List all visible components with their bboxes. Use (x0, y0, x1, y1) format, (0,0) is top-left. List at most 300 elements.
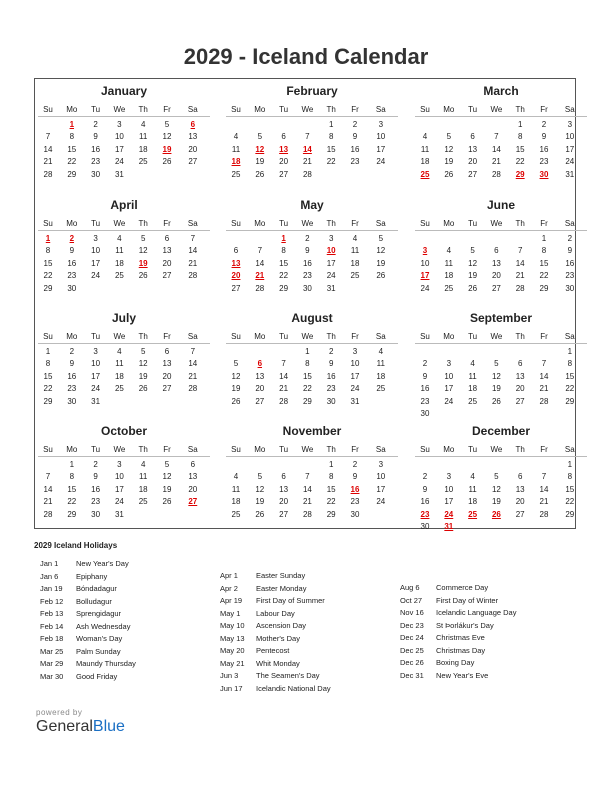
day-cell: 22 (515, 157, 525, 167)
day-cell: 10 (114, 132, 124, 142)
weekday-header: Th (515, 445, 525, 454)
day-cell: 18 (231, 497, 241, 507)
day-cell: 15 (67, 484, 77, 494)
day-cell: 8 (517, 132, 523, 142)
day-cell: 13 (279, 484, 289, 494)
day-cell: 30 (565, 283, 575, 293)
day-cell: 7 (305, 132, 310, 142)
day-cell: 22 (279, 271, 289, 281)
day-cell: 13 (468, 144, 478, 154)
day-cell: 13 (515, 371, 525, 381)
day-cell: 9 (305, 246, 310, 256)
holiday-day-cell: 13 (231, 258, 241, 268)
weekday-header: Sa (187, 332, 198, 341)
weekday-header: Fr (351, 445, 359, 454)
holiday-date: Mar 29 (40, 659, 64, 668)
day-cell: 8 (45, 246, 51, 256)
day-cell: 29 (565, 396, 575, 406)
holiday-day-cell: 24 (444, 509, 454, 519)
day-cell: 15 (279, 258, 289, 268)
day-cell: 12 (491, 484, 501, 494)
weekday-header: Tu (91, 219, 101, 228)
holiday-name: Whit Monday (256, 658, 300, 668)
day-cell: 14 (43, 144, 53, 154)
holiday-name: Ash Wednesday (76, 621, 131, 631)
day-cell: 18 (420, 157, 430, 167)
day-cell: 29 (67, 169, 77, 179)
day-cell: 16 (565, 258, 575, 268)
day-cell: 26 (491, 396, 501, 406)
day-cell: 17 (565, 144, 575, 154)
day-cell: 31 (350, 396, 360, 406)
day-cell: 28 (255, 283, 265, 293)
day-cell: 16 (326, 371, 336, 381)
brand-logo[interactable] (36, 718, 125, 736)
holiday-date: Jan 6 (40, 571, 59, 581)
holiday-date: Dec 26 (400, 658, 424, 667)
day-cell: 14 (539, 371, 549, 381)
day-cell: 10 (91, 246, 101, 256)
day-cell: 6 (164, 234, 170, 243)
day-cell: 4 (352, 234, 358, 243)
day-cell: 2 (422, 472, 428, 482)
holiday-date: Nov 16 (400, 608, 424, 617)
month-name: December (471, 424, 531, 438)
day-cell: 21 (515, 271, 525, 281)
holiday-date: Apr 2 (220, 583, 238, 593)
holiday-date: Feb 13 (40, 609, 64, 618)
day-cell: 11 (468, 371, 477, 381)
day-cell: 29 (302, 396, 312, 406)
day-cell: 1 (541, 234, 547, 243)
day-cell: 15 (326, 144, 336, 154)
holiday-name: Icelandic National Day (256, 683, 331, 693)
holiday-day-cell: 1 (69, 120, 75, 129)
weekday-header: Su (420, 445, 430, 454)
holiday-name: Easter Sunday (256, 571, 306, 580)
day-cell: 30 (326, 396, 336, 406)
day-cell: 7 (305, 472, 310, 482)
weekday-header: Mo (443, 105, 455, 114)
day-cell: 5 (494, 472, 499, 482)
day-cell: 12 (231, 371, 241, 381)
header-divider (38, 343, 210, 344)
day-cell: 2 (352, 120, 358, 129)
day-cell: 18 (444, 271, 454, 281)
day-cell: 1 (517, 120, 523, 129)
day-cell: 21 (302, 497, 312, 507)
holiday-name: First Day of Winter (436, 595, 499, 605)
day-cell: 25 (376, 384, 386, 394)
day-cell: 18 (468, 497, 478, 507)
holiday-name: Bóndadagur (76, 584, 117, 593)
day-cell: 28 (188, 384, 198, 394)
holiday-day-cell: 25 (420, 169, 430, 179)
holiday-name: Easter Monday (256, 583, 307, 593)
day-cell: 22 (565, 384, 575, 394)
day-cell: 13 (162, 246, 172, 256)
brand-name-blue: Blue (92, 718, 125, 735)
day-cell: 10 (565, 132, 575, 142)
day-cell: 3 (352, 347, 358, 356)
day-cell: 30 (350, 509, 360, 519)
day-cell: 28 (539, 396, 549, 406)
holiday-day-cell: 20 (231, 271, 241, 281)
weekday-header: Tu (279, 219, 289, 228)
holidays-title: 2029 Iceland Holidays (34, 541, 118, 550)
day-cell: 28 (43, 169, 53, 179)
day-cell: 19 (468, 271, 478, 281)
holiday-day-cell: 10 (326, 246, 336, 256)
day-cell: 10 (376, 132, 386, 142)
day-cell: 10 (420, 258, 430, 268)
day-cell: 2 (352, 460, 358, 469)
day-cell: 7 (190, 234, 196, 243)
day-cell: 17 (114, 144, 124, 154)
weekday-header: Su (43, 105, 53, 114)
day-cell: 24 (444, 396, 454, 406)
day-cell: 3 (567, 120, 573, 129)
weekday-header: Tu (279, 105, 289, 114)
holiday-date: Jan 19 (40, 584, 63, 593)
day-cell: 4 (140, 120, 146, 129)
day-cell: 7 (494, 132, 499, 142)
day-cell: 28 (279, 396, 289, 406)
day-cell: 8 (69, 472, 75, 482)
page-title: 2029 - Iceland Calendar (183, 44, 429, 69)
day-cell: 27 (468, 169, 478, 179)
day-cell: 12 (468, 258, 478, 268)
day-cell: 23 (67, 271, 77, 281)
month-name: March (483, 84, 519, 98)
header-divider (226, 230, 398, 231)
day-cell: 30 (420, 522, 430, 531)
day-cell: 6 (190, 460, 196, 469)
weekday-header: Mo (254, 332, 266, 341)
weekday-header: Mo (254, 219, 266, 228)
holiday-day-cell: 21 (255, 271, 265, 281)
brand-name-general: General (36, 718, 93, 735)
holiday-day-cell: 19 (162, 144, 172, 154)
weekday-header: Fr (163, 105, 171, 114)
holiday-name: Christmas Eve (436, 633, 485, 642)
day-cell: 29 (279, 283, 289, 293)
holiday-date: May 1 (220, 608, 241, 618)
day-cell: 5 (257, 132, 263, 142)
day-cell: 5 (378, 234, 384, 243)
holiday-day-cell: 1 (281, 234, 286, 243)
day-cell: 24 (350, 384, 360, 394)
day-cell: 12 (255, 484, 265, 494)
day-cell: 13 (162, 359, 172, 369)
holiday-day-cell: 1 (45, 234, 51, 243)
day-cell: 1 (328, 120, 334, 129)
day-cell: 26 (376, 271, 386, 281)
holiday-day-cell: 30 (539, 169, 549, 179)
holiday-name: Christmas Day (436, 645, 486, 655)
day-cell: 18 (376, 371, 386, 381)
day-cell: 29 (43, 396, 53, 406)
day-cell: 22 (43, 271, 53, 281)
month-name: September (469, 311, 533, 325)
day-cell: 22 (539, 271, 549, 281)
day-cell: 22 (43, 384, 53, 394)
day-cell: 26 (255, 509, 265, 519)
holiday-date: Feb 18 (40, 634, 64, 643)
holiday-name: First Day of Summer (256, 596, 325, 605)
weekday-header: Tu (91, 445, 101, 454)
day-cell: 4 (117, 347, 122, 356)
day-cell: 28 (491, 169, 501, 179)
weekday-header: Fr (351, 105, 359, 114)
day-cell: 21 (539, 497, 549, 507)
weekday-header: Mo (254, 445, 266, 454)
day-cell: 1 (305, 347, 310, 356)
holiday-name: Palm Sunday (76, 646, 121, 656)
holiday-date: Apr 1 (220, 571, 238, 580)
day-cell: 18 (138, 484, 148, 494)
weekday-header: Sa (187, 219, 198, 228)
day-cell: 24 (376, 157, 386, 167)
day-cell: 1 (328, 460, 334, 469)
day-cell: 4 (233, 132, 239, 142)
weekday-header: Sa (375, 332, 386, 341)
day-cell: 8 (69, 132, 75, 142)
day-cell: 28 (188, 271, 198, 281)
day-cell: 20 (279, 497, 289, 507)
day-cell: 10 (444, 371, 454, 381)
holiday-name: Good Friday (76, 671, 118, 681)
day-cell: 25 (350, 271, 360, 281)
day-cell: 3 (378, 460, 384, 469)
month-name: November (282, 424, 342, 438)
day-cell: 21 (279, 384, 289, 394)
day-cell: 28 (539, 509, 549, 519)
holiday-name: Sprengidagur (76, 609, 122, 618)
day-cell: 25 (114, 384, 124, 394)
day-cell: 11 (444, 258, 453, 268)
day-cell: 9 (69, 359, 75, 369)
holiday-day-cell: 12 (255, 144, 265, 154)
day-cell: 20 (515, 497, 525, 507)
holiday-date: Dec 24 (400, 633, 424, 642)
day-cell: 13 (491, 258, 501, 268)
day-cell: 16 (539, 144, 549, 154)
weekday-header: Fr (351, 332, 359, 341)
day-cell: 30 (91, 509, 101, 519)
day-cell: 25 (231, 509, 241, 519)
day-cell: 11 (231, 484, 241, 494)
day-cell: 8 (305, 359, 310, 369)
holiday-day-cell: 3 (422, 246, 428, 256)
day-cell: 27 (515, 509, 525, 519)
day-cell: 20 (468, 157, 478, 167)
day-cell: 15 (515, 144, 525, 154)
day-cell: 9 (352, 132, 358, 142)
powered-by-label: powered by (36, 708, 83, 717)
weekday-header: Sa (564, 105, 575, 114)
day-cell: 4 (378, 347, 384, 356)
day-cell: 5 (257, 472, 263, 482)
day-cell: 23 (539, 157, 549, 167)
day-cell: 6 (281, 472, 286, 482)
weekday-header: We (490, 445, 503, 454)
holiday-day-cell: 6 (190, 120, 196, 129)
day-cell: 4 (422, 132, 428, 142)
weekday-header: Sa (564, 445, 575, 454)
holiday-date: Jan 1 (40, 559, 59, 568)
holiday-day-cell: 26 (491, 509, 501, 519)
day-cell: 20 (188, 144, 198, 154)
holiday-date: Jun 17 (220, 683, 243, 693)
day-cell: 11 (115, 359, 124, 369)
day-cell: 3 (117, 120, 122, 129)
day-cell: 8 (567, 472, 573, 482)
weekday-header: Th (515, 332, 525, 341)
holiday-date: Feb 12 (40, 596, 64, 606)
weekday-header: Th (138, 105, 148, 114)
day-cell: 28 (302, 509, 312, 519)
weekday-header: Mo (66, 332, 78, 341)
day-cell: 5 (164, 460, 170, 469)
weekday-header: Sa (375, 219, 386, 228)
day-cell: 26 (444, 169, 454, 179)
day-cell: 3 (117, 460, 122, 469)
holiday-day-cell: 31 (444, 522, 454, 531)
day-cell: 10 (91, 359, 101, 369)
weekday-header: Fr (163, 445, 171, 454)
weekday-header: We (490, 219, 503, 228)
day-cell: 2 (422, 359, 428, 369)
day-cell: 19 (491, 497, 501, 507)
weekday-header: Tu (91, 332, 101, 341)
weekday-header: Su (420, 332, 430, 341)
day-cell: 13 (188, 472, 198, 482)
day-cell: 22 (565, 497, 575, 507)
day-cell: 4 (140, 460, 146, 469)
weekday-header: Sa (187, 105, 198, 114)
day-cell: 24 (326, 271, 336, 281)
day-cell: 14 (43, 484, 53, 494)
day-cell: 15 (302, 371, 312, 381)
holiday-day-cell: 2 (69, 234, 75, 243)
day-cell: 17 (444, 384, 454, 394)
day-cell: 13 (515, 484, 525, 494)
holiday-name: Icelandic Language Day (436, 608, 517, 617)
day-cell: 14 (539, 484, 549, 494)
holiday-date: Dec 23 (400, 620, 424, 630)
weekday-header: Su (420, 219, 430, 228)
holiday-day-cell: 23 (420, 509, 430, 519)
day-cell: 7 (45, 472, 51, 482)
day-cell: 23 (302, 271, 312, 281)
day-cell: 5 (140, 347, 146, 356)
day-cell: 11 (139, 132, 148, 142)
day-cell: 8 (328, 472, 334, 482)
day-cell: 21 (43, 157, 53, 167)
day-cell: 4 (470, 472, 475, 482)
weekday-header: We (301, 219, 314, 228)
day-cell: 2 (328, 347, 334, 356)
day-cell: 14 (491, 144, 501, 154)
day-cell: 19 (255, 497, 265, 507)
weekday-header: We (113, 332, 126, 341)
day-cell: 22 (326, 157, 336, 167)
holiday-name: Woman's Day (76, 634, 123, 643)
weekday-header: Su (420, 105, 430, 114)
day-cell: 27 (188, 157, 198, 167)
weekday-header: Mo (443, 219, 455, 228)
day-cell: 7 (281, 359, 286, 369)
weekday-header: Mo (254, 105, 266, 114)
weekday-header: Su (43, 332, 53, 341)
day-cell: 17 (91, 258, 101, 268)
day-cell: 12 (138, 246, 148, 256)
day-cell: 22 (302, 384, 312, 394)
day-cell: 23 (67, 384, 77, 394)
weekday-header: We (113, 445, 126, 454)
weekday-header: Th (326, 105, 336, 114)
day-cell: 16 (67, 371, 77, 381)
weekday-header: Sa (187, 445, 198, 454)
holiday-name: New Year's Day (76, 559, 129, 568)
day-cell: 22 (67, 497, 77, 507)
day-cell: 25 (114, 271, 124, 281)
holiday-name: New Year's Eve (436, 670, 489, 680)
day-cell: 17 (444, 497, 454, 507)
holiday-name: Pentecost (256, 646, 290, 655)
day-cell: 13 (255, 371, 265, 381)
day-cell: 20 (255, 384, 265, 394)
day-cell: 16 (350, 144, 360, 154)
weekday-header: Tu (468, 445, 478, 454)
day-cell: 11 (468, 484, 477, 494)
day-cell: 7 (45, 132, 51, 142)
weekday-header: Th (326, 445, 336, 454)
weekday-header: Sa (375, 105, 386, 114)
day-cell: 9 (567, 246, 573, 256)
day-cell: 5 (470, 246, 475, 256)
day-cell: 14 (188, 246, 198, 256)
day-cell: 27 (279, 169, 289, 179)
month-name: June (486, 198, 515, 212)
day-cell: 30 (420, 409, 430, 418)
day-cell: 6 (517, 359, 523, 369)
holiday-day-cell: 17 (420, 271, 430, 281)
weekday-header: Tu (468, 219, 478, 228)
holiday-name: Ascension Day (256, 621, 307, 630)
day-cell: 22 (326, 497, 336, 507)
day-cell: 7 (257, 246, 263, 256)
weekday-header: Su (231, 445, 241, 454)
day-cell: 18 (114, 258, 124, 268)
day-cell: 30 (302, 283, 312, 293)
day-cell: 17 (376, 144, 386, 154)
day-cell: 1 (45, 347, 51, 356)
day-cell: 26 (162, 157, 172, 167)
holiday-name: Labour Day (256, 608, 295, 618)
day-cell: 4 (446, 246, 452, 256)
header-divider (38, 230, 210, 231)
header-divider (415, 230, 587, 231)
weekday-header: Sa (564, 219, 575, 228)
header-divider (226, 116, 398, 117)
day-cell: 6 (470, 132, 475, 142)
day-cell: 15 (43, 371, 53, 381)
day-cell: 13 (188, 132, 198, 142)
day-cell: 20 (162, 371, 172, 381)
day-cell: 27 (515, 396, 525, 406)
